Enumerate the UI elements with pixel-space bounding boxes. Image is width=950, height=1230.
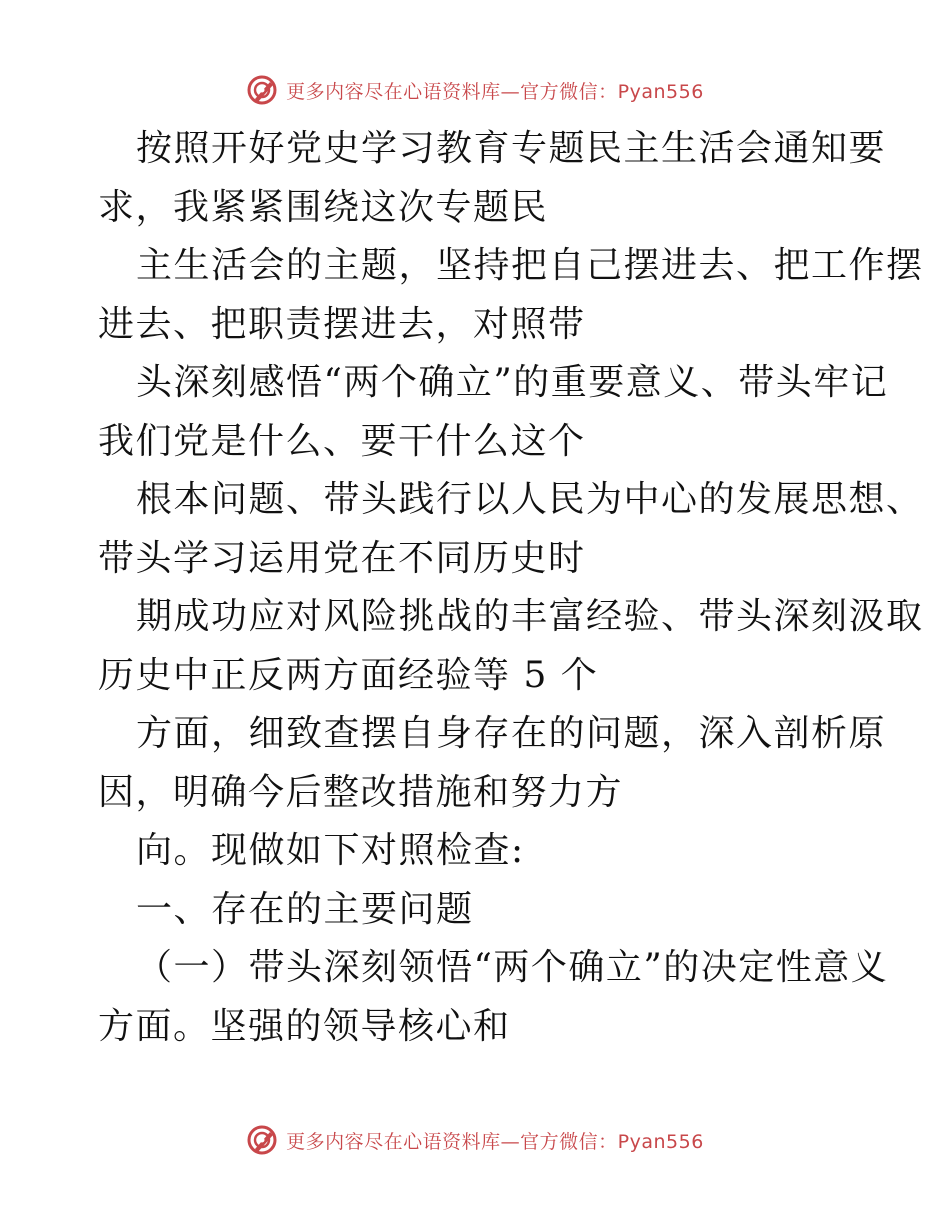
body-line: 头深刻感悟“两个确立”的重要意义、带头牢记 (136, 362, 889, 403)
header-banner-text: 更多内容尽在心语资料库—官方微信：Pyan556 (286, 80, 704, 103)
document-body (98, 120, 924, 1056)
body-line: 按照开好党史学习教育专题民主生活会通知要 (136, 128, 887, 169)
brand-logo-icon (246, 74, 278, 106)
subsection-heading: （一）带头深刻领悟“两个确立”的决定性意义 (136, 947, 889, 988)
section-heading: 一、存在的主要问题 (136, 888, 474, 930)
body-line: 向。现做如下对照检查: (136, 830, 525, 871)
body-line: 带头学习运用党在不同历史时 (98, 537, 586, 579)
body-line: 我们党是什么、要干什么这个 (98, 420, 586, 462)
body-line: 根本问题、带头践行以人民为中心的发展思想、 (136, 479, 924, 520)
body-line: 主生活会的主题，坚持把自己摆进去、把工作摆 (136, 245, 924, 286)
footer-wechat-id: Pyan556 (617, 1130, 704, 1153)
body-line: 期成功应对风险挑战的丰富经验、带头深刻汲取 (136, 596, 924, 637)
body-line: 因，明确今后整改措施和努力方 (98, 771, 624, 813)
footer-banner-text: 更多内容尽在心语资料库—官方微信：Pyan556 (286, 1130, 704, 1153)
body-line: 历史中正反两方面经验等 5 个 (98, 654, 599, 696)
body-line: 方面。坚强的领导核心和 (98, 1005, 511, 1047)
body-line: 进去、把职责摆进去，对照带 (98, 303, 586, 345)
body-line: 求，我紧紧围绕这次专题民 (98, 186, 549, 228)
header-wechat-id: Pyan556 (617, 80, 704, 103)
footer-banner (0, 1120, 950, 1160)
body-line: 方面，细致查摆自身存在的问题，深入剖析原 (136, 713, 887, 754)
brand-logo-icon (246, 1124, 278, 1156)
header-banner (0, 70, 950, 110)
